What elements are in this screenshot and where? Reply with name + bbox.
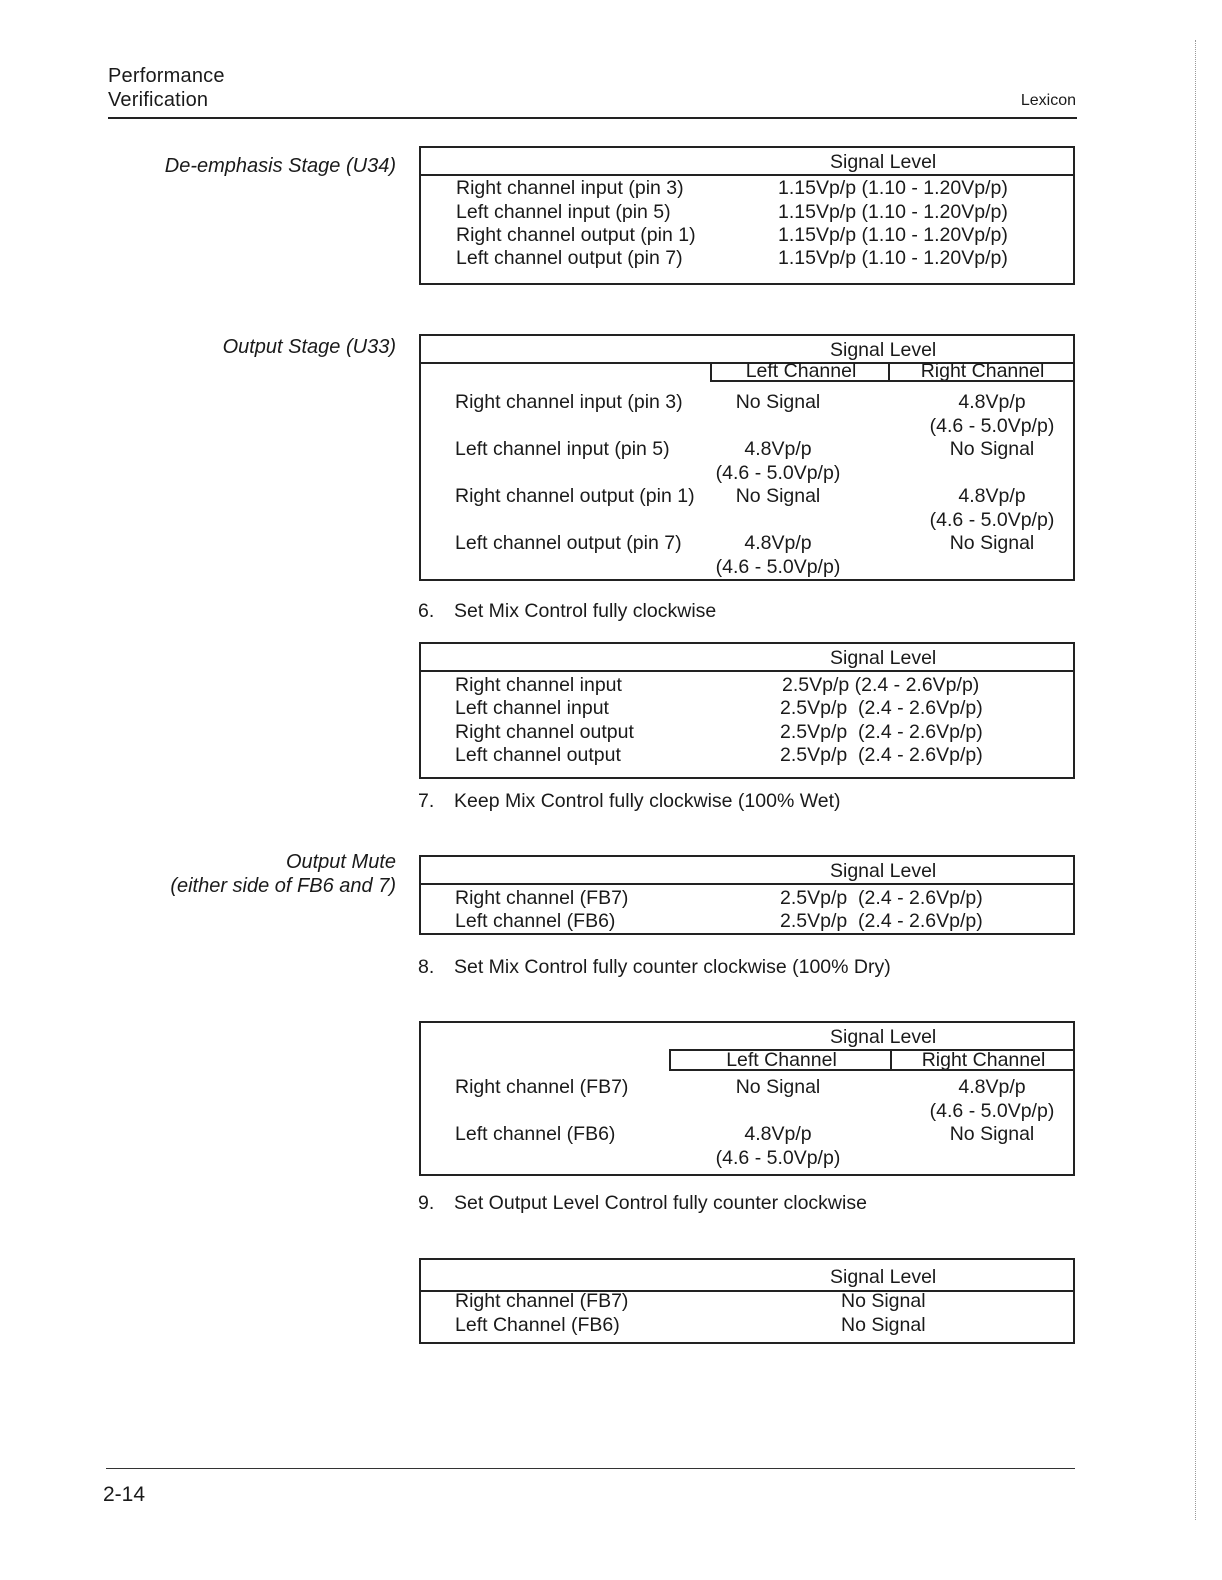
table-row-value: 2.5Vp/p (2.4 - 2.6Vp/p) bbox=[780, 744, 983, 766]
step-text: Set Mix Control fully counter clockwise (100% Dry) bbox=[454, 956, 891, 978]
step-9 bbox=[418, 1192, 867, 1215]
table-row-label: Left channel input bbox=[455, 697, 609, 719]
output-mute-label bbox=[170, 850, 396, 898]
right-channel-header: Right Channel bbox=[890, 1049, 1075, 1071]
header-rule bbox=[108, 117, 1077, 119]
section-title-line1: Performance bbox=[108, 65, 225, 87]
step-text: Set Mix Control fully clockwise bbox=[454, 600, 717, 622]
right-range: (4.6 - 5.0Vp/p) bbox=[929, 1100, 1055, 1122]
step6-table bbox=[419, 642, 1075, 779]
table-row-value: 1.15Vp/p (1.10 - 1.20Vp/p) bbox=[778, 247, 1008, 269]
signal-level-label: Signal Level bbox=[830, 151, 937, 173]
step-number: 9. bbox=[418, 1192, 435, 1214]
page-number: 2-14 bbox=[103, 1483, 146, 1506]
left-value: 4.8Vp/p bbox=[744, 532, 812, 554]
table-row-label: Right channel input (pin 3) bbox=[456, 177, 684, 199]
section-title bbox=[108, 64, 225, 112]
table-row-value: 2.5Vp/p (2.4 - 2.6Vp/p) bbox=[780, 697, 983, 719]
table-row-label: Left channel output (pin 7) bbox=[455, 532, 682, 554]
signal-level-label: Signal Level bbox=[830, 860, 937, 882]
step7-table bbox=[419, 855, 1075, 935]
right-channel-header: Right Channel bbox=[888, 362, 1075, 382]
table-row-label: Left Channel (FB6) bbox=[455, 1314, 620, 1336]
deemphasis-table bbox=[419, 146, 1075, 285]
left-value: No Signal bbox=[735, 485, 821, 507]
signal-level-label: Signal Level bbox=[830, 1026, 937, 1048]
right-value: No Signal bbox=[949, 532, 1035, 554]
table-row-value: No Signal bbox=[841, 1290, 926, 1312]
left-value: No Signal bbox=[735, 391, 821, 413]
table-row-value: No Signal bbox=[841, 1314, 926, 1336]
signal-level-label: Signal Level bbox=[830, 647, 937, 669]
step-number: 8. bbox=[418, 956, 435, 978]
step-text: Set Output Level Control fully counter clockwise bbox=[454, 1192, 867, 1214]
signal-level-header bbox=[421, 336, 1073, 364]
signal-level-header bbox=[421, 1023, 1073, 1049]
step-8 bbox=[418, 956, 891, 979]
output-stage-label: Output Stage (U33) bbox=[222, 336, 396, 358]
footer-rule bbox=[106, 1468, 1075, 1469]
right-value: No Signal bbox=[949, 1123, 1035, 1145]
deemphasis-label: De-emphasis Stage (U34) bbox=[164, 155, 396, 177]
right-value: No Signal bbox=[949, 438, 1035, 460]
table-row-label: Right channel input bbox=[455, 674, 622, 696]
table-row-label: Left channel (FB6) bbox=[455, 1123, 616, 1145]
step8-table bbox=[419, 1021, 1075, 1176]
table-row-label: Left channel input (pin 5) bbox=[456, 201, 671, 223]
section-title-line2: Verification bbox=[108, 89, 209, 111]
table-row-value: 2.5Vp/p (2.4 - 2.6Vp/p) bbox=[780, 721, 983, 743]
step9-table bbox=[419, 1258, 1075, 1344]
right-range: (4.6 - 5.0Vp/p) bbox=[929, 509, 1055, 531]
table-row-label: Left channel (FB6) bbox=[455, 910, 616, 932]
step-6 bbox=[418, 600, 716, 623]
brand-name: Lexicon bbox=[1020, 92, 1076, 109]
table-row-label: Right channel (FB7) bbox=[455, 1290, 629, 1312]
signal-level-header bbox=[421, 857, 1073, 885]
output-mute-line2: (either side of FB6 and 7) bbox=[170, 875, 396, 897]
table-row-label: Left channel output bbox=[455, 744, 621, 766]
output-stage-table bbox=[419, 334, 1075, 581]
right-value: 4.8Vp/p bbox=[958, 391, 1026, 413]
step-7 bbox=[418, 790, 841, 813]
table-row-value: 2.5Vp/p (2.4 - 2.6Vp/p) bbox=[780, 887, 983, 909]
output-mute-line1: Output Mute bbox=[285, 851, 396, 873]
page-edge-mark bbox=[1195, 40, 1196, 1520]
signal-level-label: Signal Level bbox=[830, 1266, 937, 1288]
signal-level-header bbox=[421, 1260, 1073, 1292]
table-row-label: Right channel (FB7) bbox=[455, 887, 629, 909]
left-range: (4.6 - 5.0Vp/p) bbox=[715, 1147, 841, 1169]
table-row-value: 1.15Vp/p (1.10 - 1.20Vp/p) bbox=[778, 201, 1008, 223]
table-row-label: Left channel output (pin 7) bbox=[456, 247, 683, 269]
left-channel-header: Left Channel bbox=[669, 1049, 892, 1071]
table-row-label: Right channel input (pin 3) bbox=[455, 391, 683, 413]
step-text: Keep Mix Control fully clockwise (100% Wet) bbox=[454, 790, 841, 812]
table-row-label: Right channel output (pin 1) bbox=[455, 485, 695, 507]
table-row-value: 2.5Vp/p (2.4 - 2.6Vp/p) bbox=[782, 674, 980, 696]
left-range: (4.6 - 5.0Vp/p) bbox=[715, 462, 841, 484]
step-number: 7. bbox=[418, 790, 435, 812]
left-range: (4.6 - 5.0Vp/p) bbox=[715, 556, 841, 578]
table-row-label: Right channel output bbox=[455, 721, 634, 743]
table-row-label: Right channel output (pin 1) bbox=[456, 224, 696, 246]
right-value: 4.8Vp/p bbox=[958, 1076, 1026, 1098]
table-row-label: Left channel input (pin 5) bbox=[455, 438, 670, 460]
left-value: No Signal bbox=[735, 1076, 821, 1098]
table-row-value: 1.15Vp/p (1.10 - 1.20Vp/p) bbox=[778, 177, 1008, 199]
left-value: 4.8Vp/p bbox=[744, 1123, 812, 1145]
table-row-label: Right channel (FB7) bbox=[455, 1076, 629, 1098]
signal-level-header bbox=[421, 148, 1073, 176]
left-channel-header: Left Channel bbox=[710, 362, 890, 382]
table-row-value: 2.5Vp/p (2.4 - 2.6Vp/p) bbox=[780, 910, 983, 932]
table-row-value: 1.15Vp/p (1.10 - 1.20Vp/p) bbox=[778, 224, 1008, 246]
right-range: (4.6 - 5.0Vp/p) bbox=[929, 415, 1055, 437]
signal-level-header bbox=[421, 644, 1073, 672]
right-value: 4.8Vp/p bbox=[958, 485, 1026, 507]
left-value: 4.8Vp/p bbox=[744, 438, 812, 460]
signal-level-label: Signal Level bbox=[830, 339, 937, 361]
step-number: 6. bbox=[418, 600, 435, 622]
